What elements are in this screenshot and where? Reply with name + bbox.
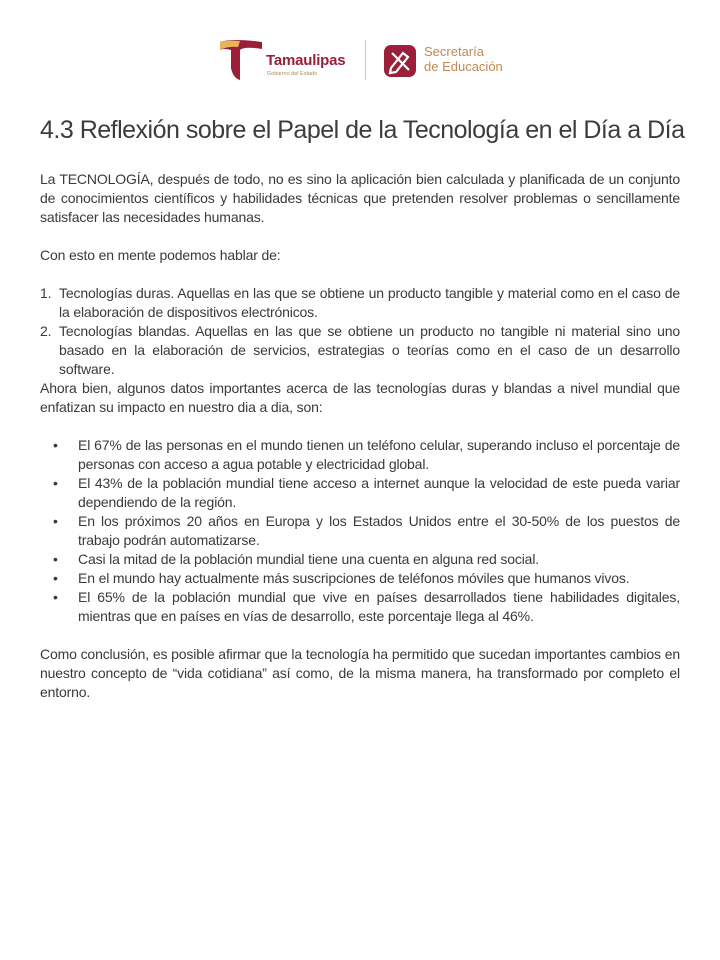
secretaria-logo-line1: Secretaría	[424, 44, 484, 59]
list-item-text: Casi la mitad de la población mundial tiene una cuenta en alguna red social.	[78, 551, 540, 567]
tamaulipas-logo-subtitle: Gobierno del Estado	[267, 71, 318, 77]
bullet: •	[53, 513, 58, 529]
pencil-ruler-icon	[383, 44, 417, 78]
list-item	[40, 569, 680, 588]
secretaria-logo	[383, 42, 523, 82]
list-item	[40, 436, 680, 474]
tamaulipas-logo	[218, 38, 358, 84]
facts-list	[40, 436, 680, 626]
list-item	[40, 512, 680, 550]
lead-paragraph: Con esto en mente podemos hablar de:	[40, 247, 281, 263]
list-item	[40, 284, 680, 322]
list-item	[40, 474, 680, 512]
page-header	[0, 36, 720, 86]
list-item	[40, 588, 680, 626]
logo-divider	[365, 40, 366, 80]
list-item-text: Tecnologías blandas. Aquellas en las que se obtiene un producto no tangible ni material sino uno basado en la elaboración de servicios, estrategias o teorías como en el caso de un desarrollo software.	[59, 323, 680, 377]
list-item-text: En el mundo hay actualmente más suscripciones de teléfonos móviles que humanos vivos.	[78, 570, 630, 586]
list-item-text: El 65% de la población mundial que vive en países desarrollados tiene habilidades digitales, mientras que en países en vías de desarrollo, este porcentaje llega al 46%.	[78, 589, 680, 624]
bullet: •	[53, 570, 58, 586]
intro-paragraph: La TECNOLOGÍA, después de todo, no es sino la aplicación bien calculada y planificada de un conjunto de conocimientos científicos y habilidades técnicas que pretenden resolver problemas o sencillamente satisfacer las necesidades humanas.	[40, 171, 680, 225]
list-item	[40, 550, 680, 569]
list-item-text: El 43% de la población mundial tiene acceso a internet aunque la velocidad de este pueda variar dependiendo de la región.	[78, 475, 680, 510]
tamaulipas-t-icon	[218, 38, 264, 82]
facts-intro-paragraph: Ahora bien, algunos datos importantes acerca de las tecnologías duras y blandas a nivel mundial que enfatizan su impacto en nuestro dia a dia, son:	[40, 380, 680, 415]
conclusion-paragraph: Como conclusión, es posible afirmar que la tecnología ha permitido que sucedan importantes cambios en nuestro concepto de “vida cotidiana” así como, de la misma manera, ha transformado por completo el entorno.	[40, 646, 680, 700]
list-number: 1.	[40, 285, 52, 301]
secretaria-logo-line2: de Educación	[424, 59, 503, 74]
bullet: •	[53, 551, 58, 567]
list-item-text: El 67% de las personas en el mundo tienen un teléfono celular, superando incluso el porcentaje de personas con acceso a agua potable y electricidad global.	[78, 437, 680, 472]
list-number: 2.	[40, 323, 52, 339]
tamaulipas-logo-name: Tamaulipas	[266, 52, 346, 69]
list-item	[40, 322, 680, 379]
document-body	[40, 170, 680, 702]
bullet: •	[53, 475, 58, 491]
technology-types-list	[40, 284, 680, 379]
bullet: •	[53, 437, 58, 453]
page-title: 4.3 Reflexión sobre el Papel de la Tecnología en el Día a Día	[40, 116, 685, 144]
bullet: •	[53, 589, 58, 605]
list-item-text: En los próximos 20 años en Europa y los Estados Unidos entre el 30-50% de los puestos de trabajo podrán automatizarse.	[78, 513, 680, 548]
list-item-text: Tecnologías duras. Aquellas en las que se obtiene un producto tangible y material como en el caso de la elaboración de dispositivos electrónicos.	[59, 285, 680, 320]
